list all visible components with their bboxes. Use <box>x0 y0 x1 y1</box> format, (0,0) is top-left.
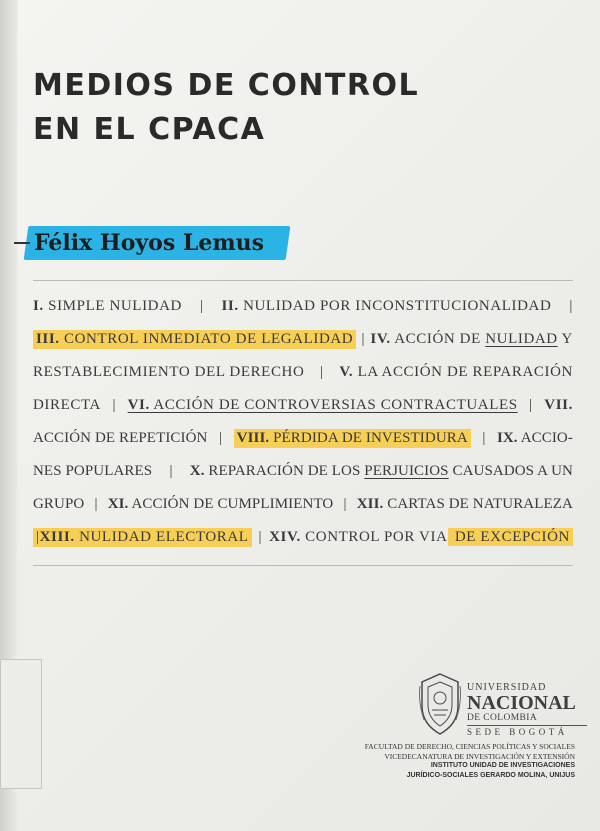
separator: | <box>343 496 347 512</box>
numeral: IV. <box>370 331 391 347</box>
separator: | <box>569 298 573 314</box>
item-text: SIMPLE NULIDAD <box>43 298 182 314</box>
separator: | <box>482 430 486 446</box>
item-text: ACCIÓN DE REPETICIÓN <box>33 430 208 446</box>
contents-line-6 <box>33 455 573 488</box>
faculty-line-1: FACULTAD DE DERECHO, CIENCIAS POLÍTICAS Y SOCIALES <box>364 742 575 751</box>
item-text: LA ACCIÓN DE REPARACIÓN <box>353 364 573 380</box>
faculty-line-4: JURÍDICO-SOCIALES GERARDO MOLINA, UNIJUS <box>406 771 575 779</box>
numeral: V. <box>339 364 354 380</box>
university-name <box>467 682 587 738</box>
contents-line-2 <box>33 323 573 356</box>
item-text: PÉRDIDA DE INVESTIDURA <box>269 430 468 446</box>
separator: | <box>112 397 117 413</box>
item-text: DIRECTA <box>33 397 101 413</box>
book-title <box>33 64 419 152</box>
item-text: ACCIÓN DE <box>390 331 486 347</box>
underlined-text: PERJUICIOS <box>364 463 449 479</box>
separator: | <box>258 529 263 545</box>
numeral: VII. <box>544 397 573 413</box>
separator: | <box>199 298 204 314</box>
contents-line-7 <box>33 488 573 521</box>
author-name: Félix Hoyos Lemus <box>34 230 264 256</box>
highlighted-item <box>234 429 471 448</box>
highlighted-text: DE EXCEPCIÓN <box>448 528 573 546</box>
numeral: II. <box>221 298 239 314</box>
item-text: ACCIÓN DE CUMPLIMIENTO <box>128 496 334 512</box>
separator: | <box>36 529 40 545</box>
contents-line-3 <box>33 356 573 389</box>
title-line-2: EN EL CPACA <box>33 112 266 147</box>
item-text: NULIDAD ELECTORAL <box>74 529 249 545</box>
item-text: NES POPULARES <box>33 463 153 479</box>
numeral: III. <box>36 331 60 347</box>
numeral: XII. <box>356 496 384 512</box>
numeral: IX. <box>496 430 518 446</box>
numeral: XI. <box>107 496 129 512</box>
item-text: Y <box>557 331 573 347</box>
contents-line-1 <box>33 290 573 323</box>
highlighted-item <box>33 528 252 547</box>
separator: | <box>361 331 366 347</box>
underlined-item <box>128 397 518 414</box>
separator: | <box>320 364 324 380</box>
item-text: GRUPO <box>33 496 85 512</box>
university-line-3: DE COLOMBIA <box>467 713 538 723</box>
item-text: CONTROL INMEDIATO DE LEGALIDAD <box>59 331 354 347</box>
faculty-line-3: INSTITUTO UNIDAD DE INVESTIGACIONES <box>430 762 575 769</box>
item-text: CONTROL POR VIA <box>300 529 448 545</box>
item-text: ACCIO- <box>517 430 573 446</box>
numeral: I. <box>33 298 44 314</box>
item-text: RESTABLECIMIENTO DEL DERECHO <box>33 364 305 380</box>
item-text: CARTAS DE NATURALEZA <box>383 496 573 512</box>
contents-line-5 <box>33 422 573 455</box>
university-line-2: NACIONAL <box>467 692 576 714</box>
faculty-text <box>345 742 575 780</box>
separator: | <box>94 496 98 512</box>
numeral: XIII. <box>39 529 75 545</box>
numeral: VI. <box>127 397 150 413</box>
title-line-1: MEDIOS DE CONTROL <box>33 68 420 103</box>
faculty-line-2: VICEDECANATURA DE INVESTIGACIÓN Y EXTENSIÓN <box>384 751 575 761</box>
numeral: XIV. <box>269 529 301 545</box>
item-text: REPARACIÓN DE LOS <box>204 463 365 479</box>
separator: | <box>529 397 533 413</box>
item-text: CAUSADOS A UN <box>448 463 573 479</box>
underlined-text: NULIDAD <box>485 331 558 347</box>
university-seal-icon <box>418 672 462 738</box>
university-line-4: SEDE BOGOTÁ <box>467 725 587 738</box>
separator: | <box>169 463 173 479</box>
numeral: VIII. <box>236 430 270 446</box>
contents-list <box>33 290 573 554</box>
separator: | <box>219 430 223 446</box>
highlighted-item <box>33 330 356 349</box>
author-dash <box>14 242 30 244</box>
university-line-1: UNIVERSIDAD <box>467 682 547 693</box>
bottom-rule <box>33 565 573 566</box>
numeral: X. <box>189 463 205 479</box>
library-sticker <box>0 659 42 789</box>
item-text: ACCIÓN DE CONTROVERSIAS CONTRACTUALES <box>149 397 518 413</box>
contents-line-4 <box>33 389 573 422</box>
top-rule <box>33 280 573 281</box>
contents-line-8 <box>33 521 573 554</box>
item-text: NULIDAD POR INCONSTITUCIONALIDAD <box>238 298 552 314</box>
